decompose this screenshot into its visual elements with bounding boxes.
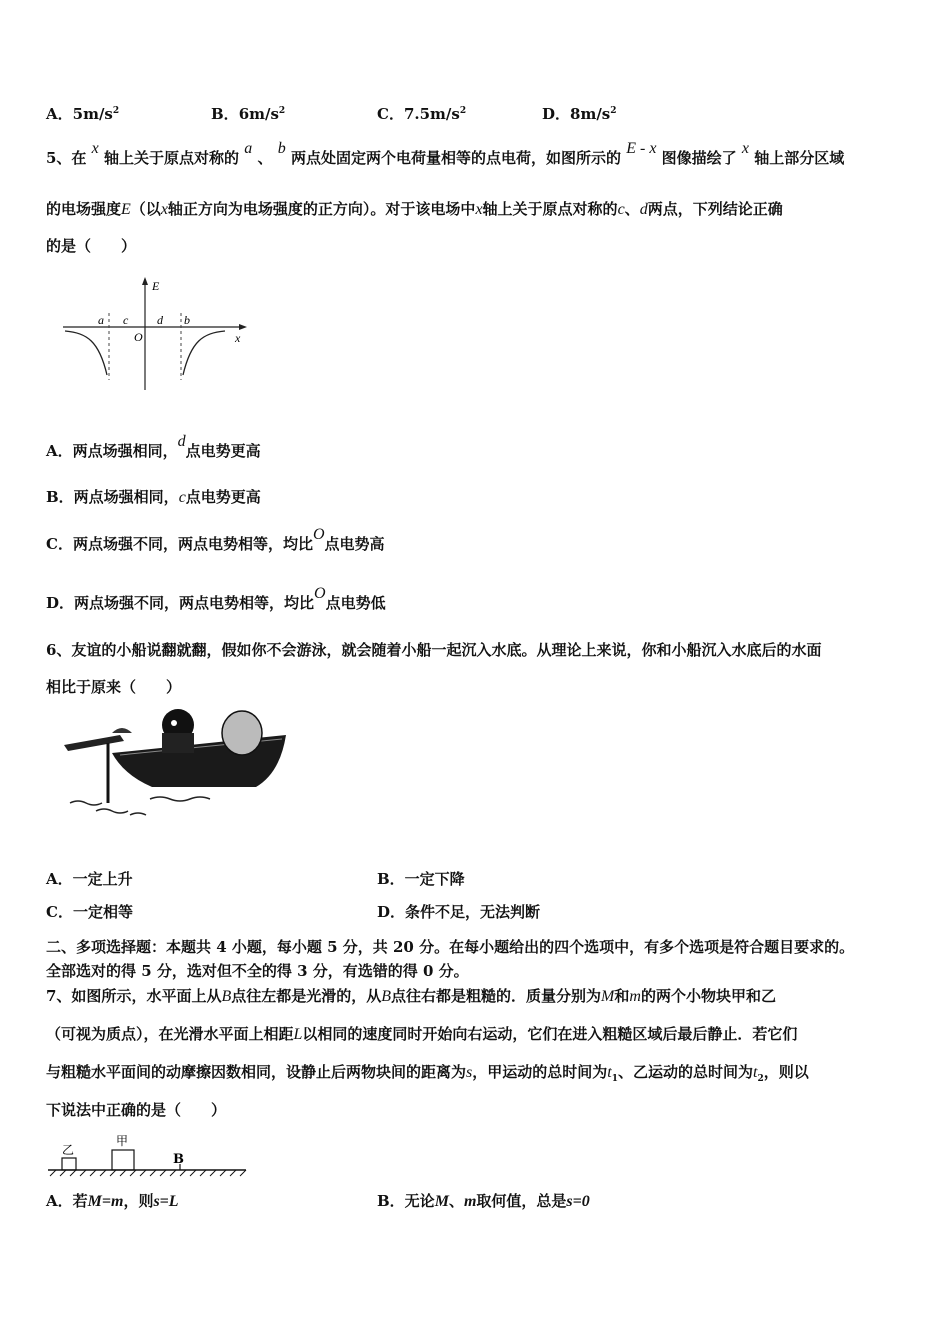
person-eye (171, 720, 177, 726)
q7-blocks-diagram (44, 1128, 254, 1180)
q7-line-3: 与粗糙水平面间的动摩擦因数相同，设静止后两物块间的距离为s，甲运动的总时间为$t_1$、乙运动的总时间为$t_2$，则以 (46, 1063, 809, 1084)
section-2-line-2: 全部选对的得 5 分，选对但不全的得 3 分，有选错的得 0 分。 (46, 962, 469, 980)
q4-option-d: D．$8m/s^2$ (542, 105, 617, 123)
x-axis-arrow (239, 324, 247, 330)
q5-option-d: D．两点场强不同，两点电势相等，均比O点电势低 (46, 585, 386, 612)
q5-option-c: C．两点场强不同，两点电势相等，均比O点电势高 (46, 526, 385, 553)
bag-on-dock (112, 728, 132, 733)
q7-line-2: （可视为质点），在光滑水平面上相距L以相同的速度同时开始向右运动，它们在进入粗糙区域后最后静止．若它们 (46, 1025, 798, 1043)
q5-line-1: 5、在 x 轴上关于原点对称的 a 、 b 两点处固定两个电荷量相等的点电荷，如图所示的 E - x 图像描绘了 x 轴上部分区域 (46, 140, 845, 167)
e-axis-label: E (152, 279, 160, 293)
person-head-bald (222, 711, 262, 755)
label-yi: 乙 (62, 1143, 75, 1157)
label-jia: 甲 (116, 1134, 129, 1148)
block-yi (62, 1158, 76, 1170)
block-jia (112, 1150, 134, 1170)
q7-option-a: A．若M=m，则s=L (46, 1192, 179, 1210)
sinking-boat-illustration (60, 703, 300, 823)
dock-plank (64, 735, 124, 751)
water-ripples (70, 797, 210, 815)
origin-label: O (134, 330, 143, 344)
ground-hatching (50, 1170, 246, 1176)
q7-line-1: 7、如图所示，水平面上从B点往左都是光滑的，从B点往右都是粗糙的．质量分别为M和m的两个小物块甲和乙 (46, 987, 776, 1005)
point-d-label: d (157, 313, 163, 327)
q4-option-c: C．$7.5m/s^2$ (377, 105, 467, 123)
section-2-line-1: 二、多项选择题：本题共 4 小题，每小题 5 分，共 20 分。在每小题给出的四个选项中，有多个选项是符合题目要求的。 (46, 938, 855, 956)
q5-option-b: B．两点场强相同，c点电势更高 (46, 488, 261, 506)
q6-line-2: 相比于原来（ ） (46, 678, 182, 696)
q6-option-a: A．一定上升 (46, 870, 133, 888)
q4-option-b: B．$6m/s^2$ (211, 105, 286, 123)
q7-line-4: 下说法中正确的是（ ） (46, 1101, 227, 1119)
q6-option-d: D．条件不足，无法判断 (377, 903, 541, 921)
q6-option-b: B．一定下降 (377, 870, 465, 888)
q6-line-1: 6、友谊的小船说翻就翻，假如你不会游泳，就会随着小船一起沉入水底。从理论上来说，你和小船沉入水底后的水面 (46, 641, 822, 659)
point-a-label: a (98, 313, 104, 327)
x-axis-label: x (235, 331, 241, 345)
e-curve-right (183, 331, 225, 375)
e-axis-arrow (142, 277, 148, 285)
e-curve-left (65, 331, 107, 375)
q6-option-c: C．一定相等 (46, 903, 133, 921)
q5-line-3: 的是（ ） (46, 237, 137, 255)
label-b: B (173, 1152, 184, 1167)
point-c-label: c (123, 313, 129, 327)
q5-option-a: A．两点场强相同，d点电势更高 (46, 433, 261, 460)
q7-option-b: B．无论M、m取何值，总是s=0 (377, 1192, 590, 1210)
person-body-dark (162, 733, 194, 753)
q5-e-x-graph (55, 275, 255, 395)
point-b-label: b (184, 313, 190, 327)
q4-option-a: A．$5m/s^2$ (46, 105, 120, 123)
q5-line-2: 的电场强度E（以x轴正方向为电场强度的正方向）。对于该电场中x轴上关于原点对称的c、d两点，下列结论正确 (46, 200, 783, 218)
